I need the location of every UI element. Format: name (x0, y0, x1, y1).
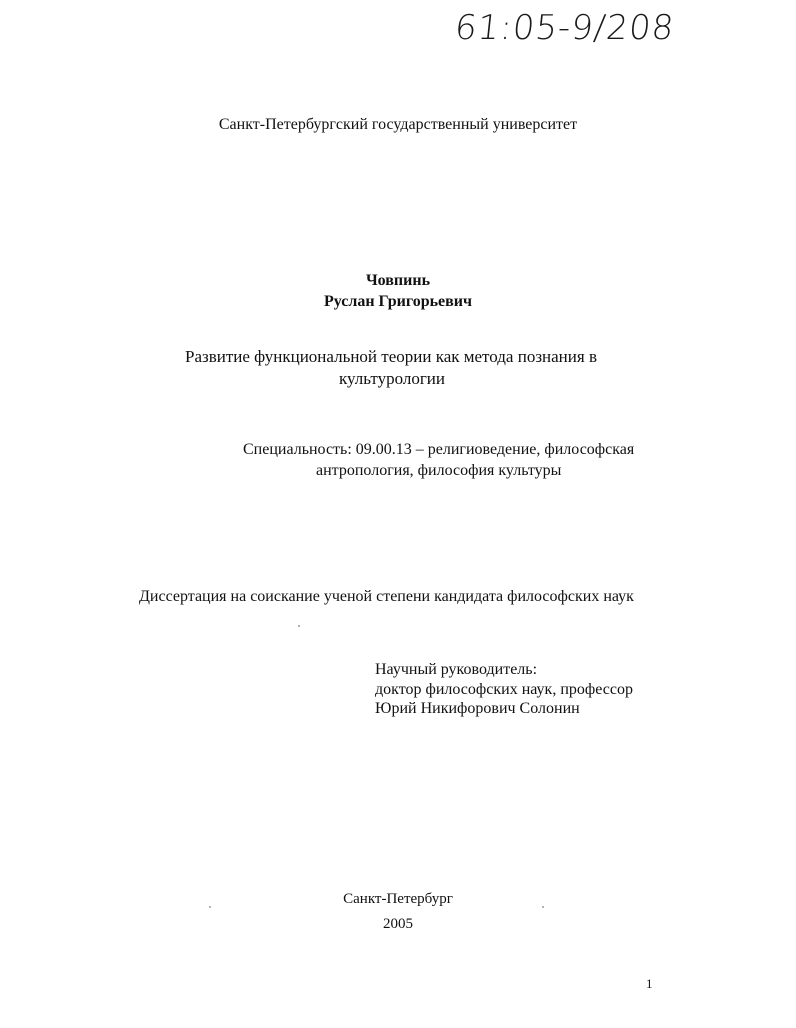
city: Санкт-Петербург (343, 891, 453, 907)
advisor-label: Научный руководитель: (375, 661, 538, 678)
degree-statement: Диссертация на соискание ученой степени кандидата философских наук (139, 588, 634, 605)
dissertation-title-line-2: культурологии (339, 369, 445, 388)
advisor-name: Юрий Никифорович Солонин (375, 700, 580, 717)
scan-speck (209, 906, 211, 908)
handwritten-archive-mark: 61:05-9/208 (452, 8, 677, 48)
specialty-line-1: Специальность: 09.00.13 – религиоведение, философская (243, 441, 635, 458)
scan-speck (298, 625, 300, 627)
author-surname: Човпинь (365, 272, 431, 289)
specialty-line-2: антропология, философия культуры (316, 462, 562, 479)
dissertation-title-line-1: Развитие функциональной теории как метода познания в (185, 347, 597, 366)
page-number: 1 (646, 976, 653, 991)
year: 2005 (383, 916, 413, 932)
author-given-names: Руслан Григорьевич (323, 293, 473, 310)
scan-speck (542, 906, 544, 908)
university-name: Санкт-Петербургский государственный университет (218, 116, 578, 133)
advisor-degree: доктор философских наук, профессор (375, 681, 633, 698)
